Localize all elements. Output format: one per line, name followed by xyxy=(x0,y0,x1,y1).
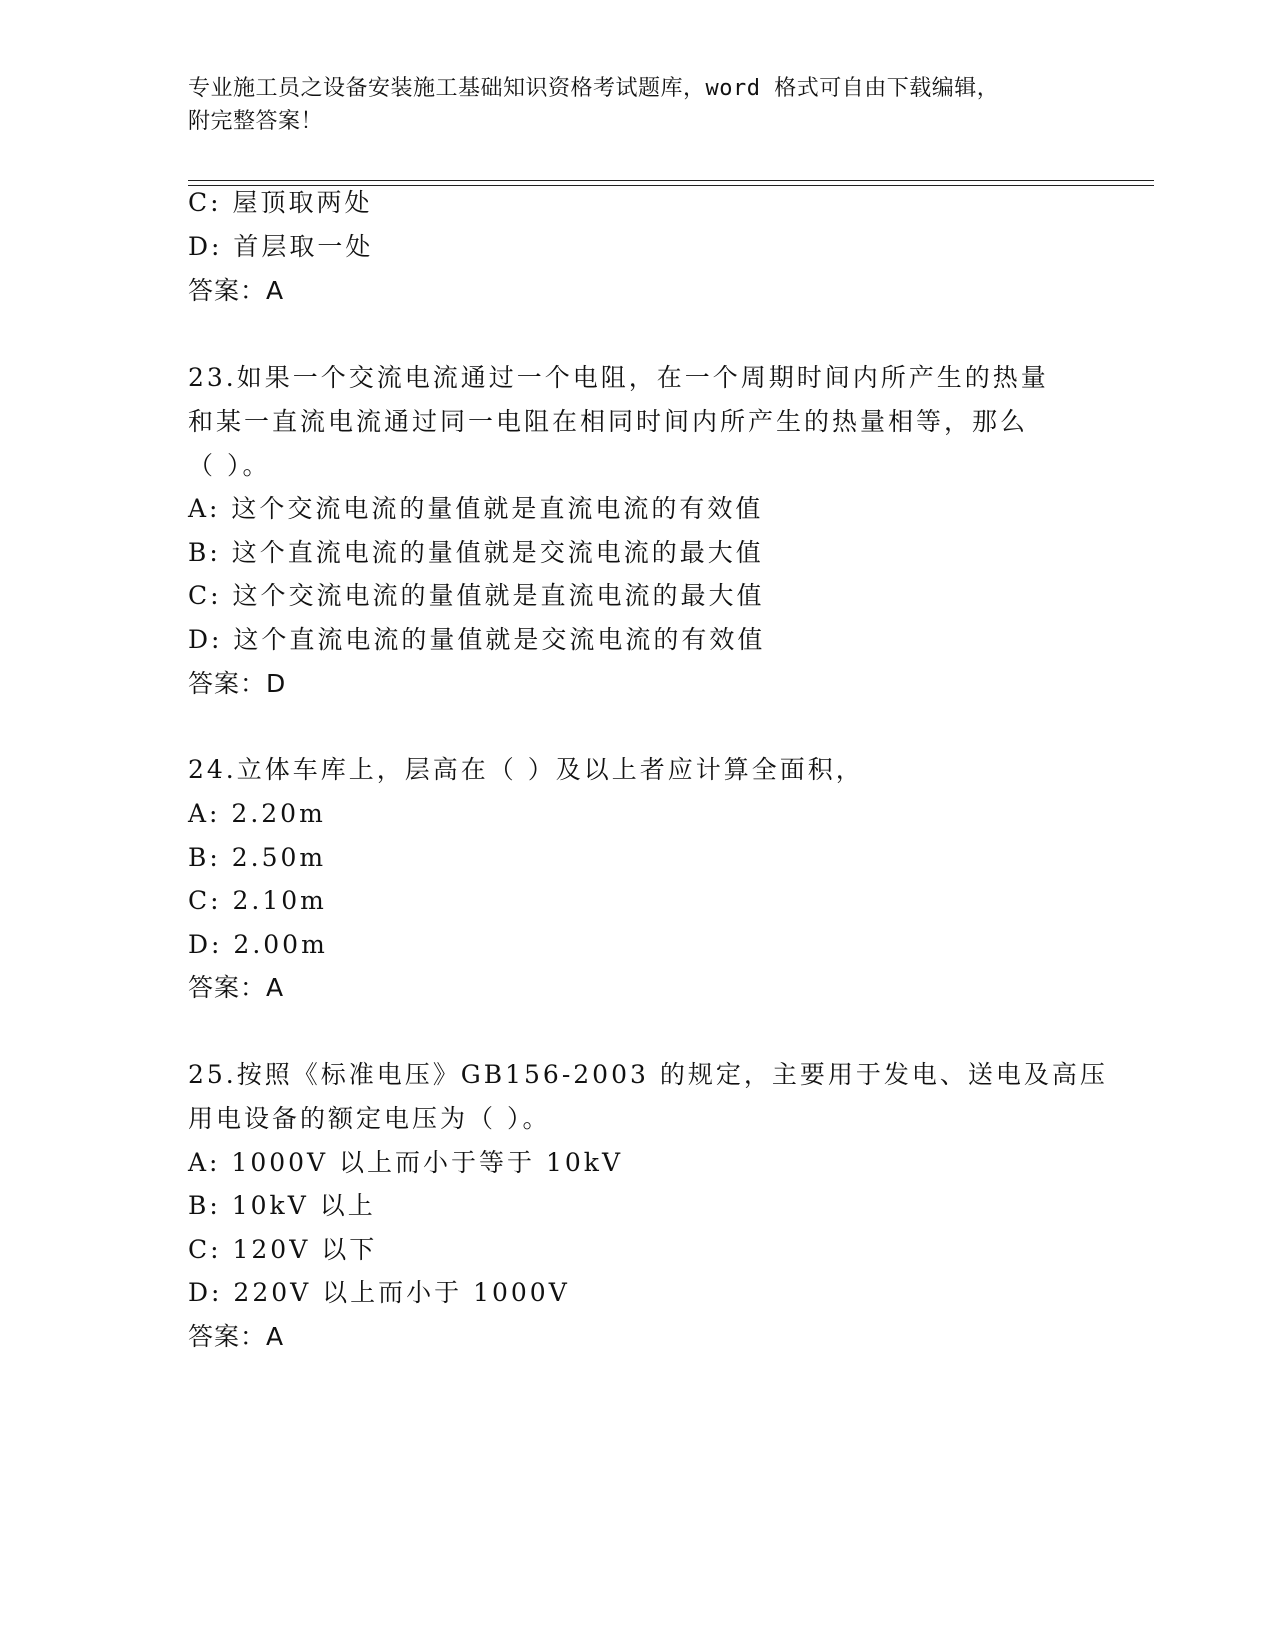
answer-label: 答案： xyxy=(188,973,267,1002)
answer-label: 答案： xyxy=(188,669,267,698)
question-24-option-c: C: 2.10m xyxy=(188,886,327,915)
answer-label: 答案： xyxy=(188,1322,267,1351)
question-25-stem-line-2: 用电设备的额定电压为（ ）。 xyxy=(188,1104,551,1133)
question-25-stem-line-1: 25.按照《标准电压》GB156-2003 的规定，主要用于发电、送电及高压 xyxy=(188,1060,1108,1089)
question-25-answer xyxy=(188,1322,284,1352)
question-23-option-b: B: 这个直流电流的量值就是交流电流的最大值 xyxy=(188,538,764,567)
question-23-stem-line-3: （ ）。 xyxy=(188,451,271,480)
question-24-answer xyxy=(188,973,284,1003)
answer-value: A xyxy=(266,1322,285,1351)
question-25-option-c: C: 120V 以下 xyxy=(188,1235,378,1264)
header-divider-bottom xyxy=(188,185,1154,186)
option-d: D: 首层取一处 xyxy=(188,232,374,261)
answer-value: D xyxy=(266,669,287,698)
question-24-option-d: D: 2.00m xyxy=(188,930,328,959)
question-23-option-d: D: 这个直流电流的量值就是交流电流的有效值 xyxy=(188,625,766,654)
question-23-stem-line-1: 23.如果一个交流电流通过一个电阻，在一个周期时间内所产生的热量 xyxy=(188,363,1049,392)
document-header xyxy=(188,72,1088,138)
question-25-option-a: A: 1000V 以上而小于等于 10kV xyxy=(188,1148,624,1177)
question-23-option-a: A: 这个交流电流的量值就是直流电流的有效值 xyxy=(188,494,764,523)
question-23-answer xyxy=(188,669,286,699)
question-25-option-d: D: 220V 以上而小于 1000V xyxy=(188,1278,570,1307)
question-24-stem: 24.立体车库上，层高在（ ）及以上者应计算全面积， xyxy=(188,755,864,784)
answer-line xyxy=(188,276,284,306)
question-23-stem-line-2: 和某一直流电流通过同一电阻在相同时间内所产生的热量相等，那么 xyxy=(188,407,1029,436)
question-23-option-c: C: 这个交流电流的量值就是直流电流的最大值 xyxy=(188,581,765,610)
question-25-option-b: B: 10kV 以上 xyxy=(188,1191,376,1220)
question-24-option-b: B: 2.50m xyxy=(188,843,327,872)
option-c: C: 屋顶取两处 xyxy=(188,188,373,217)
answer-label: 答案： xyxy=(188,276,267,305)
header-divider-top xyxy=(188,180,1154,181)
answer-value: A xyxy=(266,276,285,305)
header-title-line-2: 附完整答案！ xyxy=(188,109,324,134)
question-24-option-a: A: 2.20m xyxy=(188,799,326,828)
answer-value: A xyxy=(266,973,285,1002)
header-title-line-1: 专业施工员之设备安装施工基础知识资格考试题库，word 格式可自由下载编辑， xyxy=(188,76,1000,101)
